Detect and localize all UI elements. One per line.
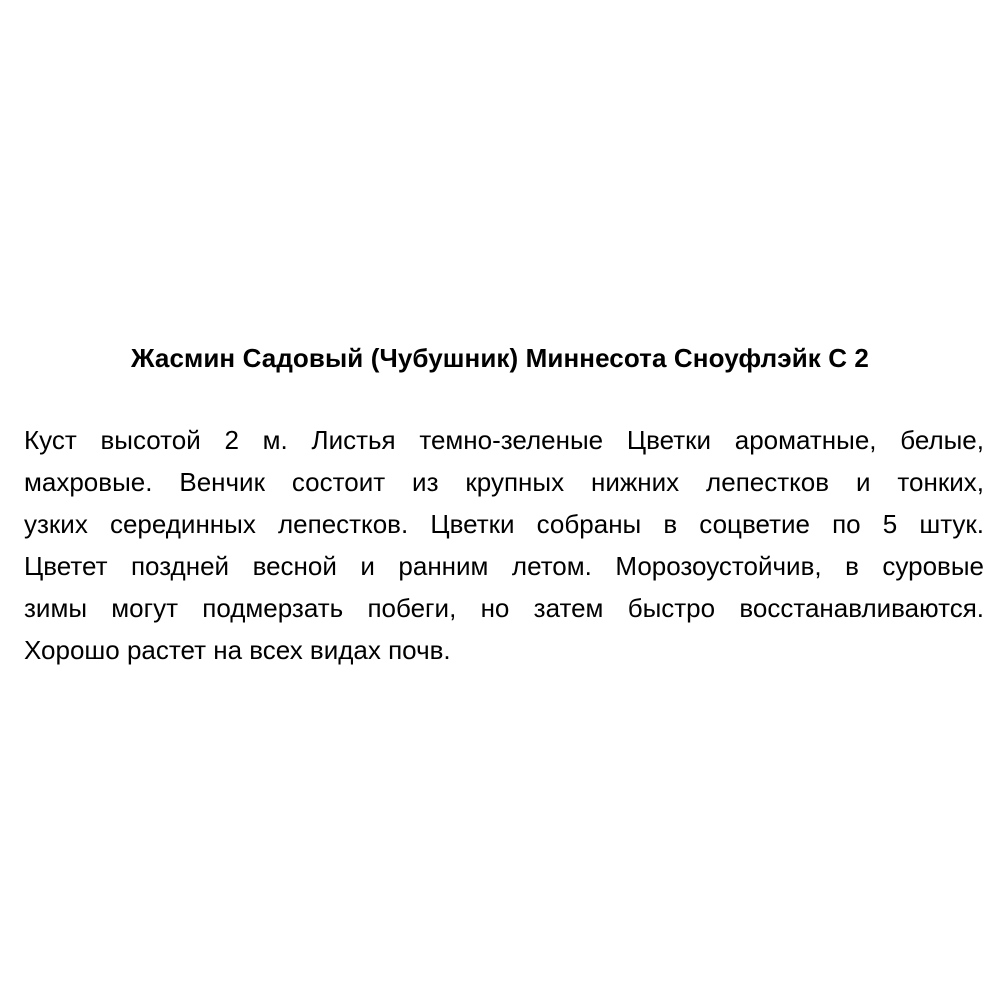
description-line: махровые. Венчик состоит из крупных нижних лепестков и тонких,: [24, 467, 984, 497]
description-line: узких серединных лепестков. Цветки собраны в соцветие по 5 штук.: [24, 509, 984, 539]
description-line: Хорошо растет на всех видах почв.: [24, 635, 451, 665]
description-line: Куст высотой 2 м. Листья темно-зеленые Цветки ароматные, белые,: [24, 425, 984, 455]
product-title: Жасмин Садовый (Чубушник) Миннесота Сноуфлэйк С 2: [130, 343, 869, 373]
product-description: [24, 419, 984, 671]
description-line: Цветет поздней весной и ранним летом. Морозоустойчив, в суровые: [24, 551, 984, 581]
description-line: зимы могут подмерзать побеги, но затем быстро восстанавливаются.: [24, 593, 984, 623]
